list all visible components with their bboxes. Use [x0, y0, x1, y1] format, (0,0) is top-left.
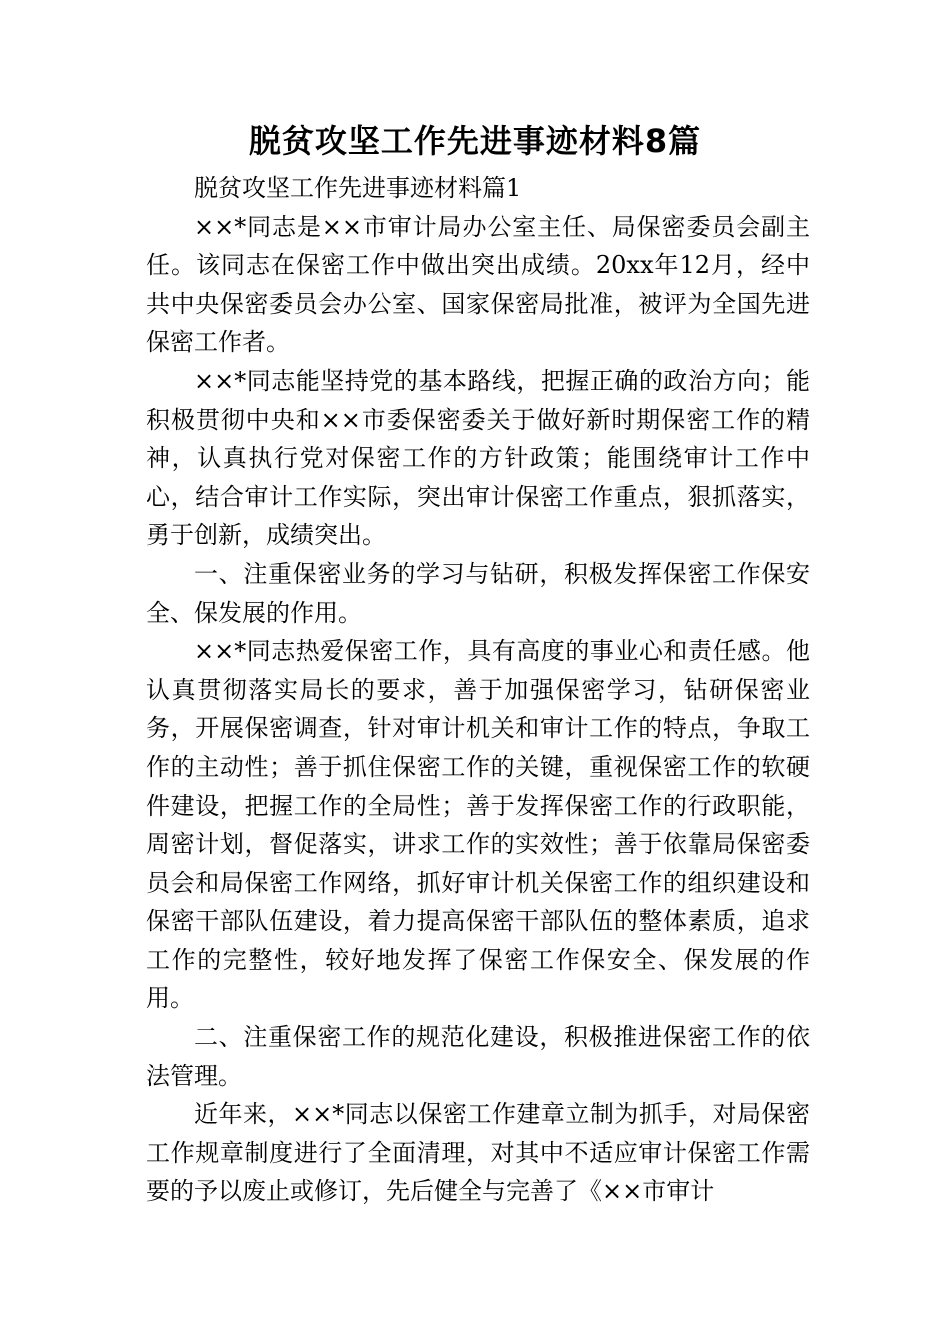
- paragraph: 一、注重保密业务的学习与钻研，积极发挥保密工作保安全、保发展的作用。: [146, 559, 810, 627]
- section-heading: 脱贫攻坚工作先进事迹材料篇1: [194, 174, 522, 202]
- document-title: 脱贫攻坚工作先进事迹材料8篇: [248, 122, 702, 160]
- paragraph: 二、注重保密工作的规范化建设，积极推进保密工作的依法管理。: [146, 1023, 810, 1090]
- paragraph: ××*同志热爱保密工作，具有高度的事业心和责任感。他认真贯彻落实局长的要求，善于加强保密学习，钻研保密业务，开展保密调查，针对审计机关和审计工作的特点，争取工作的主动性；善于抓住保密工作的关键，重视保密工作的软硬件建设，把握工作的全局性；善于发挥保密工作的行政职能，周密计划，督促落实，讲求工作的实效性；善于依靠局保密委员会和局保密工作网络，抓好审计机关保密工作的组织建设和保密干部队伍建设，着力提高保密干部队伍的整体素质，追求工作的完整性，较好地发挥了保密工作保安全、保发展的作用。: [146, 637, 810, 1013]
- paragraph: ××*同志能坚持党的基本路线，把握正确的政治方向；能积极贯彻中央和××市委保密委关于做好新时期保密工作的精神，认真执行党对保密工作的方针政策；能围绕审计工作中心，结合审计工作实际，突出审计保密工作重点，狠抓落实，勇于创新，成绩突出。: [146, 366, 810, 550]
- paragraph: 近年来，××*同志以保密工作建章立制为抓手，对局保密工作规章制度进行了全面清理，对其中不适应审计保密工作需要的予以废止或修订，先后健全与完善了《××市审计: [146, 1100, 810, 1206]
- document-body: [146, 169, 810, 1211]
- paragraph: ××*同志是××市审计局办公室主任、局保密委员会副主任。该同志在保密工作中做出突出成绩。20xx年12月，经中共中央保密委员会办公室、国家保密局批准，被评为全国先进保密工作者。: [146, 212, 810, 357]
